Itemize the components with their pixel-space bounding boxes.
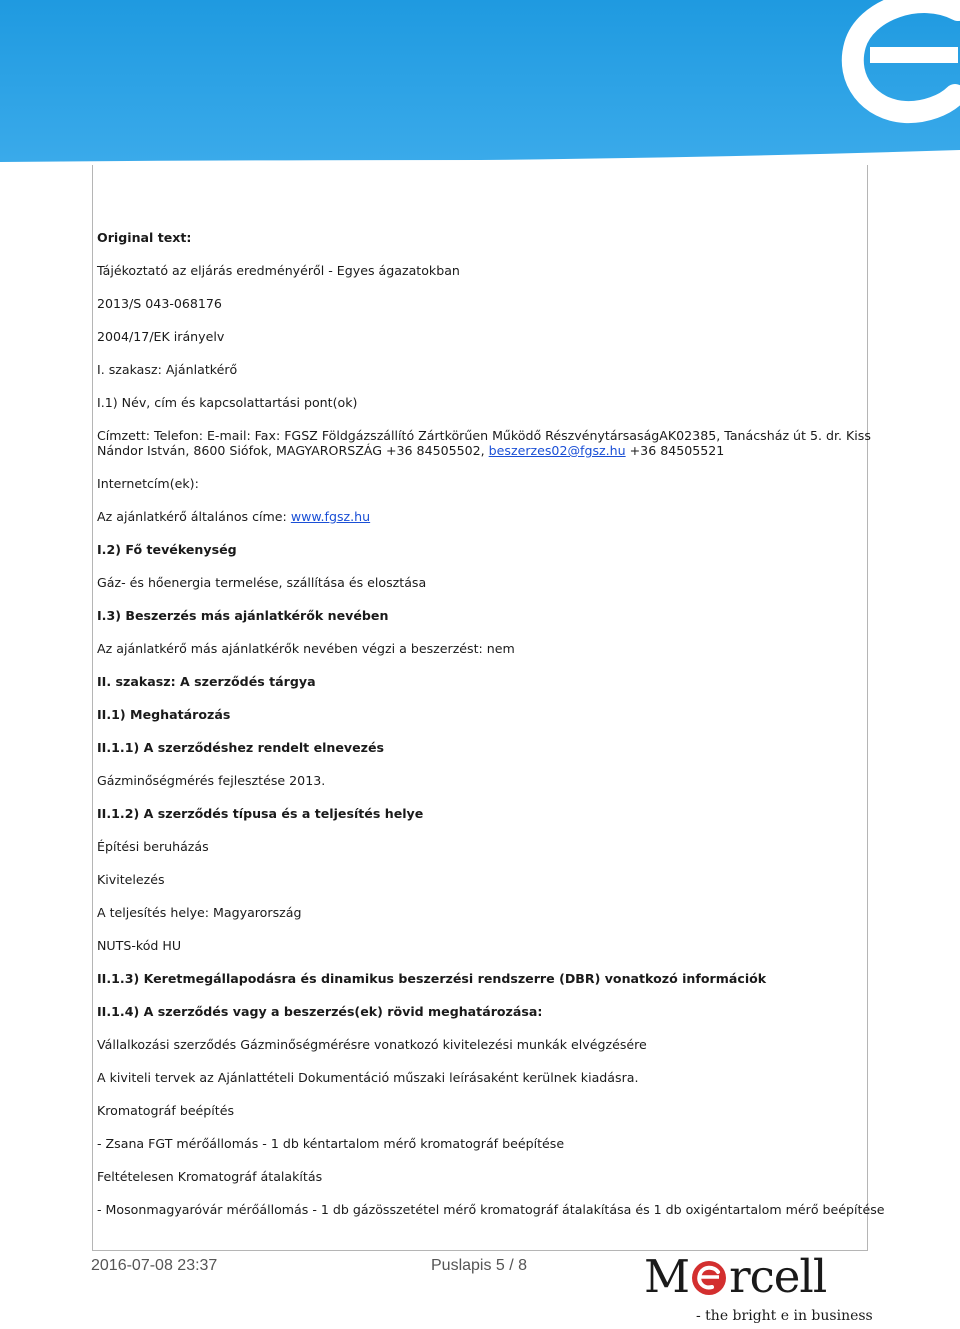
contact-fax: +36 84505521: [625, 443, 725, 458]
notice-title: Tájékoztató az eljárás eredményéről - Egyes ágazatokban: [97, 263, 460, 278]
contact-line-1: Címzett: Telefon: E-mail: Fax: FGSZ Földgázszállító Zártkörűen Működő RészvénytársaságAK02385, Tanácsház út 5. dr. Kiss: [97, 428, 871, 443]
section-i-heading: I. szakasz: Ajánlatkérő: [97, 362, 238, 377]
section-ii11-heading: II.1.1) A szerződéshez rendelt elnevezés: [97, 740, 385, 755]
logo-letter-m: M: [644, 1250, 690, 1303]
description-line-5: Feltételesen Kromatográf átalakítás: [97, 1169, 323, 1184]
contract-title: Gázminőségmérés fejlesztése 2013.: [97, 773, 326, 788]
section-ii1-heading: II.1) Meghatározás: [97, 707, 231, 722]
main-activity: Gáz- és hőenergia termelése, szállítása és elosztása: [97, 575, 427, 590]
logo-tagline: - the bright e in business: [696, 1308, 873, 1324]
internet-label: Internetcím(ek):: [97, 476, 199, 491]
description-line-2: A kiviteli tervek az Ajánlattételi Dokumentáció műszaki leírásaként kerülnek kiadásra.: [97, 1070, 639, 1085]
section-ii12-heading: II.1.2) A szerződés típusa és a teljesítés helye: [97, 806, 424, 821]
section-i1-heading: I.1) Név, cím és kapcsolattartási pont(ok): [97, 395, 358, 410]
description-line-4: - Zsana FGT mérőállomás - 1 db kéntartalom mérő kromatográf beépítése: [97, 1136, 565, 1151]
logo-word-rest: rcell: [729, 1250, 827, 1303]
original-text-heading: Original text:: [97, 230, 192, 245]
website-link[interactable]: www.fgsz.hu: [290, 509, 371, 524]
logo-e-icon: [690, 1258, 728, 1296]
contact-email-link[interactable]: beszerzes02@fgsz.hu: [488, 443, 626, 458]
directive: 2004/17/EK irányelv: [97, 329, 225, 344]
section-i3-heading: I.3) Beszerzés más ajánlatkérők nevében: [97, 608, 389, 623]
section-i2-heading: I.2) Fő tevékenység: [97, 542, 237, 557]
contact-address: Nándor István, 8600 Siófok, MAGYARORSZÁG +36 84505502,: [97, 443, 489, 458]
contact-line-2: [97, 443, 724, 458]
description-line-6: - Mosonmagyaróvár mérőállomás - 1 db gázösszetétel mérő kromatográf átalakítása és 1 db oxigéntartalom mérő beépítése: [97, 1202, 885, 1217]
place-of-performance: A teljesítés helye: Magyarország: [97, 905, 302, 920]
description-line-3: Kromatográf beépítés: [97, 1103, 235, 1118]
section-ii13-heading: II.1.3) Keretmegállapodásra és dinamikus beszerzési rendszerre (DBR) vonatkozó információk: [97, 971, 767, 986]
section-ii14-heading: II.1.4) A szerződés vagy a beszerzés(ek) rövid meghatározása:: [97, 1004, 543, 1019]
footer-page-number: Puslapis 5 / 8: [431, 1257, 528, 1274]
contract-subtype: Kivitelezés: [97, 872, 165, 887]
footer-date: 2016-07-08 23:37: [91, 1257, 218, 1274]
frame-border-left: [92, 165, 93, 1250]
general-address-label: Az ajánlatkérő általános címe:: [97, 509, 291, 524]
general-address: [97, 509, 370, 524]
contract-type: Építési beruházás: [97, 839, 209, 854]
marcell-logo: [644, 1250, 826, 1303]
section-ii-heading: II. szakasz: A szerződés tárgya: [97, 674, 316, 689]
behalf-statement: Az ajánlatkérő más ajánlatkérők nevében végzi a beszerzést: nem: [97, 641, 515, 656]
description-line-1: Vállalkozási szerződés Gázminőségmérésre vonatkozó kivitelezési munkák elvégzésére: [97, 1037, 647, 1052]
notice-number: 2013/S 043-068176: [97, 296, 222, 311]
frame-border-right: [867, 165, 868, 1250]
header-banner: [0, 0, 960, 165]
nuts-code: NUTS-kód HU: [97, 938, 182, 953]
